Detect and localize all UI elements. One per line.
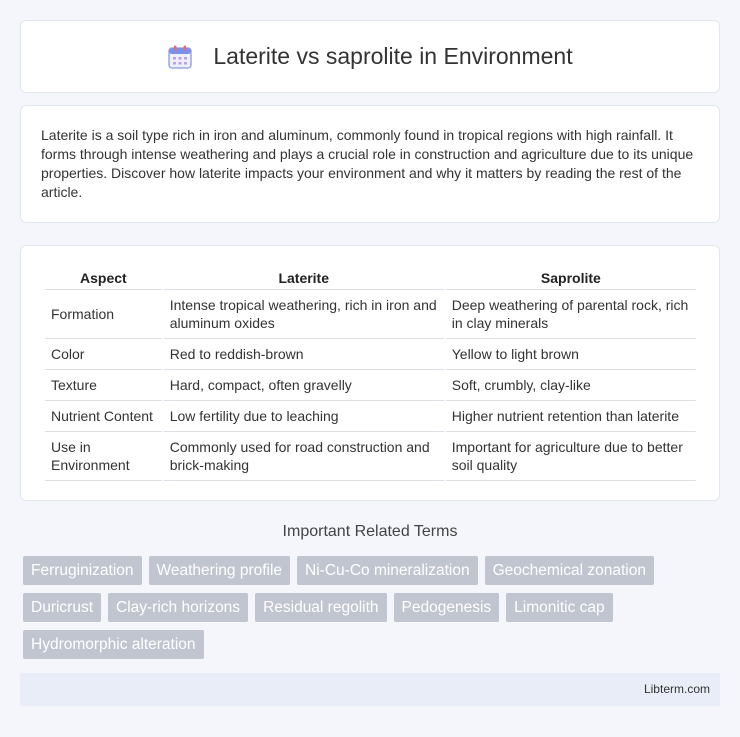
related-term-tag[interactable]: Duricrust [23, 593, 101, 622]
table-cell: Red to reddish-brown [164, 339, 444, 370]
related-term-tag[interactable]: Ni-Cu-Co mineralization [297, 556, 478, 585]
table-header-row [45, 266, 696, 290]
table-row [45, 432, 696, 481]
table-cell: Higher nutrient retention than laterite [446, 401, 696, 432]
table-cell: Texture [45, 370, 162, 401]
comparison-table [43, 266, 698, 481]
related-term-tag[interactable]: Geochemical zonation [485, 556, 654, 585]
page-title: Laterite vs saprolite in Environment [213, 43, 573, 69]
table-cell: Color [45, 339, 162, 370]
table-cell: Nutrient Content [45, 401, 162, 432]
table-cell: Hard, compact, often gravelly [164, 370, 444, 401]
table-cell: Important for agriculture due to better soil quality [446, 432, 696, 481]
table-cell: Soft, crumbly, clay-like [446, 370, 696, 401]
table-cell: Yellow to light brown [446, 339, 696, 370]
related-term-tag[interactable]: Clay-rich horizons [108, 593, 248, 622]
table-cell: Low fertility due to leaching [164, 401, 444, 432]
intro-text: Laterite is a soil type rich in iron and aluminum, commonly found in tropical regions with high rainfall. It forms through intense weathering and plays a crucial role in construction and agriculture due to its unique properties. Discover how laterite impacts your environment and why it matters by reading the rest of the article. [41, 127, 694, 200]
related-terms-list [23, 556, 703, 659]
table-row [45, 401, 696, 432]
calendar-icon [167, 44, 193, 70]
intro-card [20, 105, 720, 223]
table-cell: Formation [45, 290, 162, 339]
table-row [45, 290, 696, 339]
comparison-card [20, 245, 720, 501]
related-term-tag[interactable]: Hydromorphic alteration [23, 630, 204, 659]
table-cell: Use in Environment [45, 432, 162, 481]
related-term-tag[interactable]: Pedogenesis [394, 593, 500, 622]
footer-brand-link[interactable]: Libterm.com [643, 682, 710, 696]
header-saprolite: Saprolite [446, 266, 696, 290]
related-term-tag[interactable]: Weathering profile [149, 556, 291, 585]
table-cell: Commonly used for road construction and brick-making [164, 432, 444, 481]
related-term-tag[interactable]: Limonitic cap [506, 593, 612, 622]
table-row [45, 370, 696, 401]
header-card [20, 20, 720, 93]
footer [20, 673, 720, 706]
table-cell: Deep weathering of parental rock, rich in clay minerals [446, 290, 696, 339]
header-laterite: Laterite [164, 266, 444, 290]
related-term-tag[interactable]: Residual regolith [255, 593, 386, 622]
related-term-tag[interactable]: Ferruginization [23, 556, 142, 585]
header-aspect: Aspect [45, 266, 162, 290]
table-row [45, 339, 696, 370]
related-terms-title: Important Related Terms [282, 523, 458, 540]
table-cell: Intense tropical weathering, rich in iron and aluminum oxides [164, 290, 444, 339]
